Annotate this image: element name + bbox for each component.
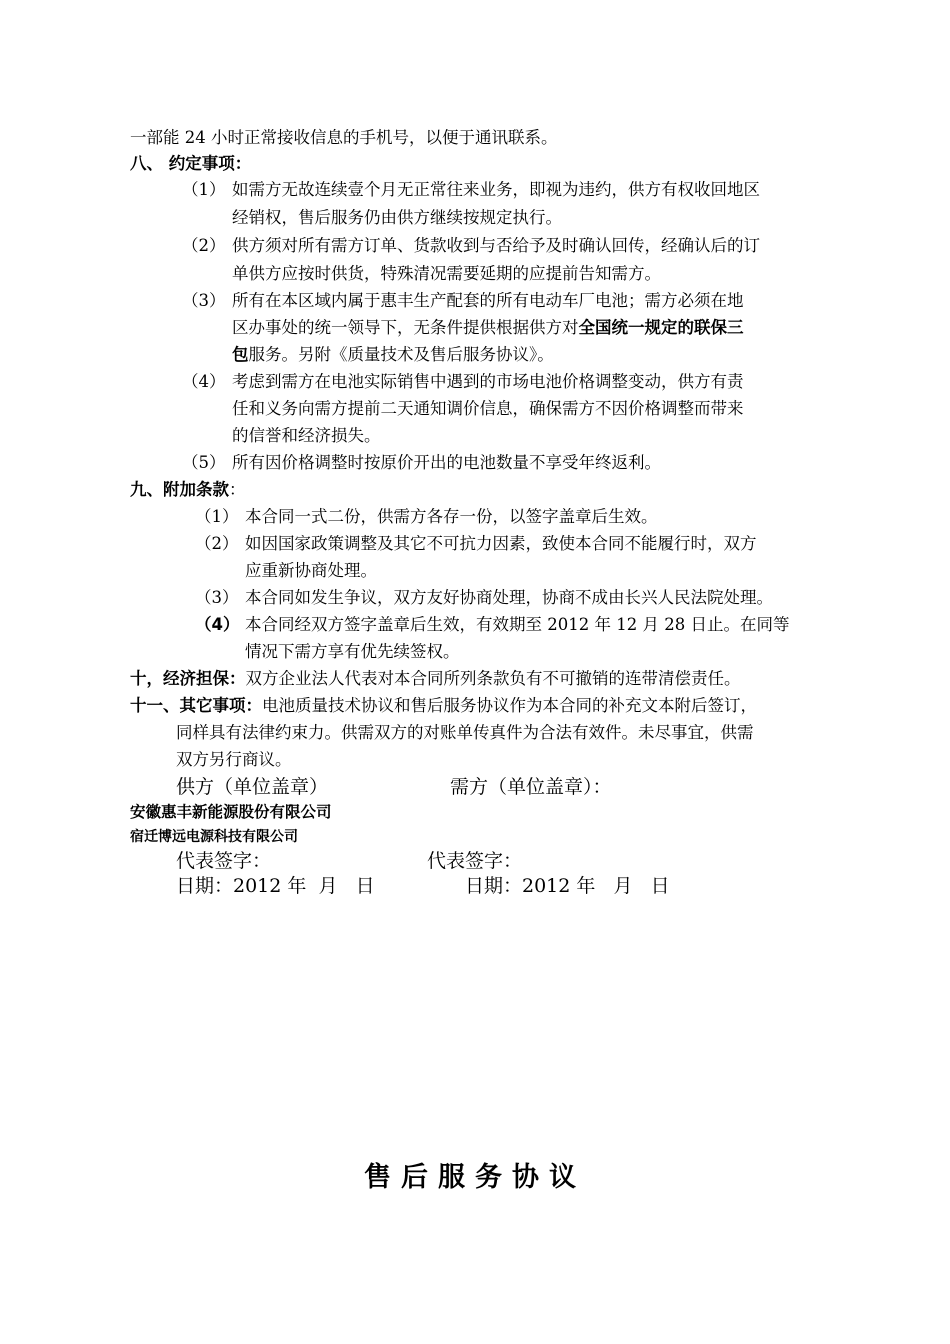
item-text: 所有在本区域内属于惠丰生产配套的所有电动车厂电池；需方必须在地 [232, 291, 744, 310]
item-text: 本合同一式二份，供需方各存一份，以签字盖章后生效。 [245, 507, 658, 526]
item-text: 考虑到需方在电池实际销售中遇到的市场电池价格调整变动，供方有责 [232, 372, 744, 391]
section-9-heading-text: 九、附加条款 [130, 480, 229, 499]
item-number: （4） [195, 615, 240, 634]
item-text: 如需方无故连续壹个月无正常往来业务，即视为违约，供方有权收回地区 [232, 180, 760, 199]
buyer-company: 宿迁博远电源科技有限公司 [130, 829, 298, 845]
representative-signature-left: 代表签字： [176, 850, 272, 872]
supplier-company: 安徽惠丰新能源股份有限公司 [130, 803, 332, 821]
item-text: 供方须对所有需方订单、货款收到与否给予及时确认回传，经确认后的订 [232, 236, 760, 255]
item-text: 情况下需方享有优先续签权。 [245, 642, 460, 661]
buyer-seal-label: 需方（单位盖章）： [450, 776, 612, 798]
item-text: 经销权，售后服务仍由供方继续按规定执行。 [232, 208, 562, 227]
date-left: 日期：2012 年 月 日 [176, 875, 375, 897]
item-number: （3） [182, 291, 226, 310]
section-11-heading: 十一、其它事项： [130, 696, 262, 715]
item-number: （1） [182, 180, 226, 199]
section-10-heading: 十，经济担保： [130, 669, 246, 688]
item-number: （3） [195, 588, 239, 607]
item-text: 单供方应按时供货，特殊清况需要延期的应提前告知需方。 [232, 264, 661, 283]
item-text-part: 区办事处的统一领导下，无条件提供根据供方对 [232, 318, 579, 337]
item-number: （2） [195, 534, 239, 553]
section-10-text: 双方企业法人代表对本合同所列条款负有不可撤销的连带清偿责任。 [245, 669, 741, 688]
item-text: 的信誉和经济损失。 [232, 426, 381, 445]
section-11-text: 双方另行商议。 [176, 750, 292, 769]
item-text [232, 343, 554, 367]
item-text: 如因国家政策调整及其它不可抗力因素，致使本合同不能履行时，双方 [245, 534, 757, 553]
section-11-text: 同样具有法律约束力。供需双方的对账单传真件为合法有效件。未尽事宜，供需 [176, 723, 754, 742]
date-right: 日期：2012 年 月 日 [465, 875, 670, 897]
section-8-heading: 八、 约定事项： [130, 154, 252, 173]
item-number: （5） [182, 453, 226, 472]
item-text-emphasis: 包 [232, 345, 249, 364]
section-11 [130, 694, 757, 718]
item-text [232, 316, 744, 340]
after-sales-agreement-title: 售后服务协议 [364, 1162, 586, 1193]
section-9-heading [130, 478, 246, 502]
item-text: 应重新协商处理。 [245, 561, 377, 580]
item-text-part: 服务。另附《质量技术及售后服务协议》。 [248, 345, 554, 364]
section-9-heading-colon: ： [229, 480, 246, 499]
item-number: （1） [195, 507, 239, 526]
section-10 [130, 667, 741, 691]
item-text: 所有因价格调整时按原价开出的电池数量不享受年终返利。 [232, 453, 661, 472]
item-number: （2） [182, 236, 226, 255]
item-text: 本合同经双方签字盖章后生效，有效期至 2012 年 12 月 28 日止。在同等 [245, 615, 790, 634]
item-text: 任和义务向需方提前二天通知调价信息，确保需方不因价格调整而带来 [232, 399, 744, 418]
item-number: （4） [182, 372, 226, 391]
intro-line: 一部能 24 小时正常接收信息的手机号，以便于通讯联系。 [130, 128, 558, 147]
representative-signature-right: 代表签字： [427, 850, 523, 872]
section-11-text: 电池质量技术协议和售后服务协议作为本合同的补充文本附后签订， [262, 696, 757, 715]
supplier-seal-label: 供方（单位盖章） [176, 776, 329, 798]
item-text-emphasis: 全国统一规定的联保三 [578, 318, 744, 337]
item-text: 本合同如发生争议，双方友好协商处理，协商不成由长兴人民法院处理。 [245, 588, 773, 607]
